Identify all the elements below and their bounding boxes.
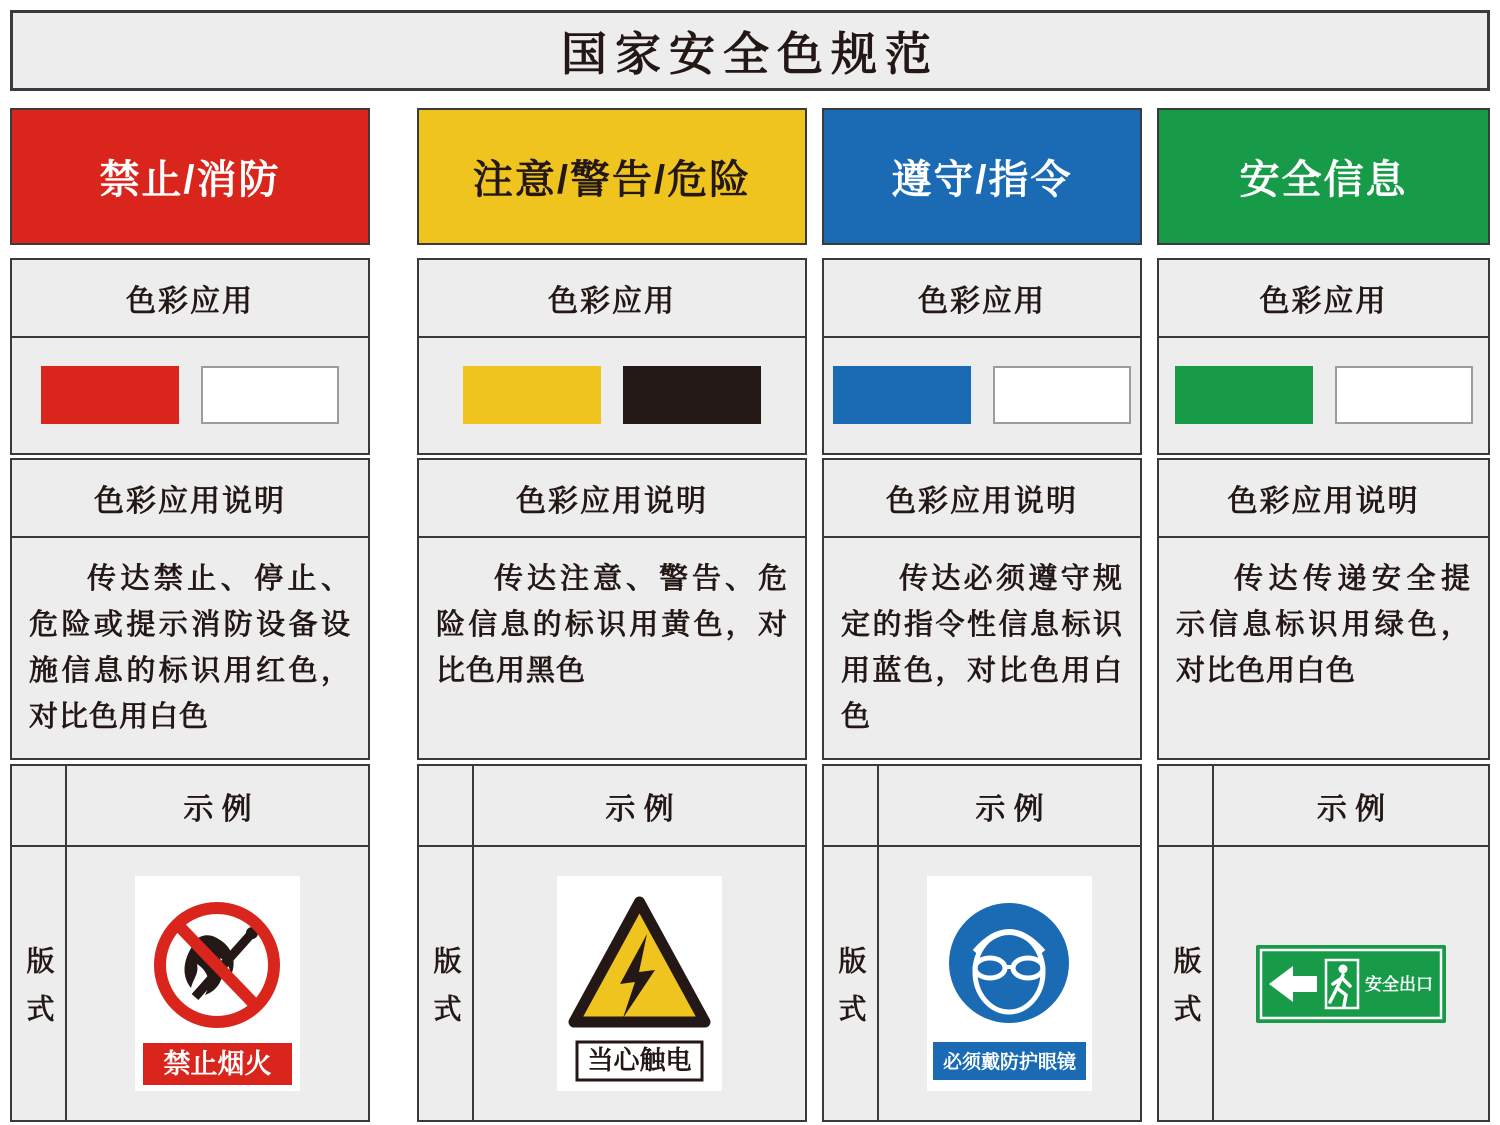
color-description-text: 传达传递安全提示信息标识用绿色，对比色用白色 <box>1176 563 1471 687</box>
color-description-label: 色彩应用说明 <box>1159 460 1488 538</box>
example-label: 示 例 <box>879 766 1140 847</box>
swatch-row <box>824 338 1140 451</box>
no-open-flame-sign <box>135 876 300 1091</box>
column-warning-danger <box>417 108 807 1122</box>
color-description-label: 色彩应用说明 <box>419 460 805 538</box>
example-label: 示 例 <box>474 766 805 847</box>
primary-color-swatch <box>463 366 601 424</box>
example-box <box>1157 764 1490 1122</box>
example-label: 示 例 <box>1214 766 1488 847</box>
example-corner-cell <box>824 766 879 847</box>
wear-goggles-sign <box>927 876 1092 1091</box>
page-title: 国家安全色规范 <box>10 10 1490 91</box>
color-application-label: 色彩应用 <box>1159 260 1488 338</box>
column-header-prohibition: 禁止/消防 <box>10 108 370 245</box>
primary-color-swatch <box>1175 366 1313 424</box>
contrast-color-swatch <box>623 366 761 424</box>
color-description-box <box>10 458 370 760</box>
sign-text: 禁止烟火 <box>163 1049 272 1079</box>
example-box <box>10 764 370 1122</box>
color-description-box <box>417 458 807 760</box>
layout-label: 版式 <box>23 945 55 1042</box>
column-header-warning: 注意/警告/危险 <box>417 108 807 245</box>
color-application-label: 色彩应用 <box>12 260 368 338</box>
color-application-box <box>10 258 370 455</box>
layout-side-cell <box>419 847 474 1120</box>
color-application-box <box>417 258 807 455</box>
color-description-label: 色彩应用说明 <box>824 460 1140 538</box>
running-man-head-icon <box>1339 964 1348 973</box>
color-application-box <box>822 258 1142 455</box>
color-application-label: 色彩应用 <box>824 260 1140 338</box>
layout-label: 版式 <box>1170 945 1202 1042</box>
primary-color-swatch <box>833 366 971 424</box>
sign-text: 当心触电 <box>587 1045 692 1075</box>
example-box <box>417 764 807 1122</box>
color-application-box <box>1157 258 1490 455</box>
contrast-color-swatch <box>201 366 339 424</box>
column-header-mandatory: 遵守/指令 <box>822 108 1142 245</box>
column-mandatory <box>822 108 1142 1122</box>
color-description-text: 传达必须遵守规定的指令性信息标识用蓝色，对比色用白色 <box>841 563 1123 733</box>
example-sign-area <box>879 847 1140 1120</box>
example-corner-cell <box>12 766 67 847</box>
example-sign-area <box>67 847 368 1120</box>
swatch-row <box>12 338 368 451</box>
layout-side-cell <box>824 847 879 1120</box>
column-safety-info <box>1157 108 1490 1122</box>
column-prohibition-fire <box>10 108 370 1122</box>
example-label: 示 例 <box>67 766 368 847</box>
sign-text: 必须戴防护眼镜 <box>942 1052 1077 1073</box>
column-header-safety: 安全信息 <box>1157 108 1490 245</box>
safe-exit-sign <box>1256 945 1446 1023</box>
mandatory-circle-icon <box>949 903 1069 1023</box>
layout-side-cell <box>12 847 67 1120</box>
contrast-color-swatch <box>993 366 1131 424</box>
color-description-box <box>822 458 1142 760</box>
color-description-label: 色彩应用说明 <box>12 460 368 538</box>
color-application-label: 色彩应用 <box>419 260 805 338</box>
color-description-text: 传达注意、警告、危险信息的标识用黄色，对比色用黑色 <box>436 563 788 687</box>
layout-side-cell <box>1159 847 1214 1120</box>
layout-label: 版式 <box>430 945 462 1042</box>
example-sign-area <box>1214 847 1488 1120</box>
example-corner-cell <box>419 766 474 847</box>
example-sign-area <box>474 847 805 1120</box>
electric-shock-sign <box>557 876 722 1091</box>
example-corner-cell <box>1159 766 1214 847</box>
primary-color-swatch <box>41 366 179 424</box>
color-description-text: 传达禁止、停止、危险或提示消防设备设施信息的标识用红色，对比色用白色 <box>29 563 351 733</box>
sign-text: 安全出口 <box>1365 974 1433 994</box>
contrast-color-swatch <box>1335 366 1473 424</box>
example-box <box>822 764 1142 1122</box>
swatch-row <box>419 338 805 451</box>
swatch-row <box>1159 338 1488 451</box>
layout-label: 版式 <box>835 945 867 1042</box>
color-description-box <box>1157 458 1490 760</box>
